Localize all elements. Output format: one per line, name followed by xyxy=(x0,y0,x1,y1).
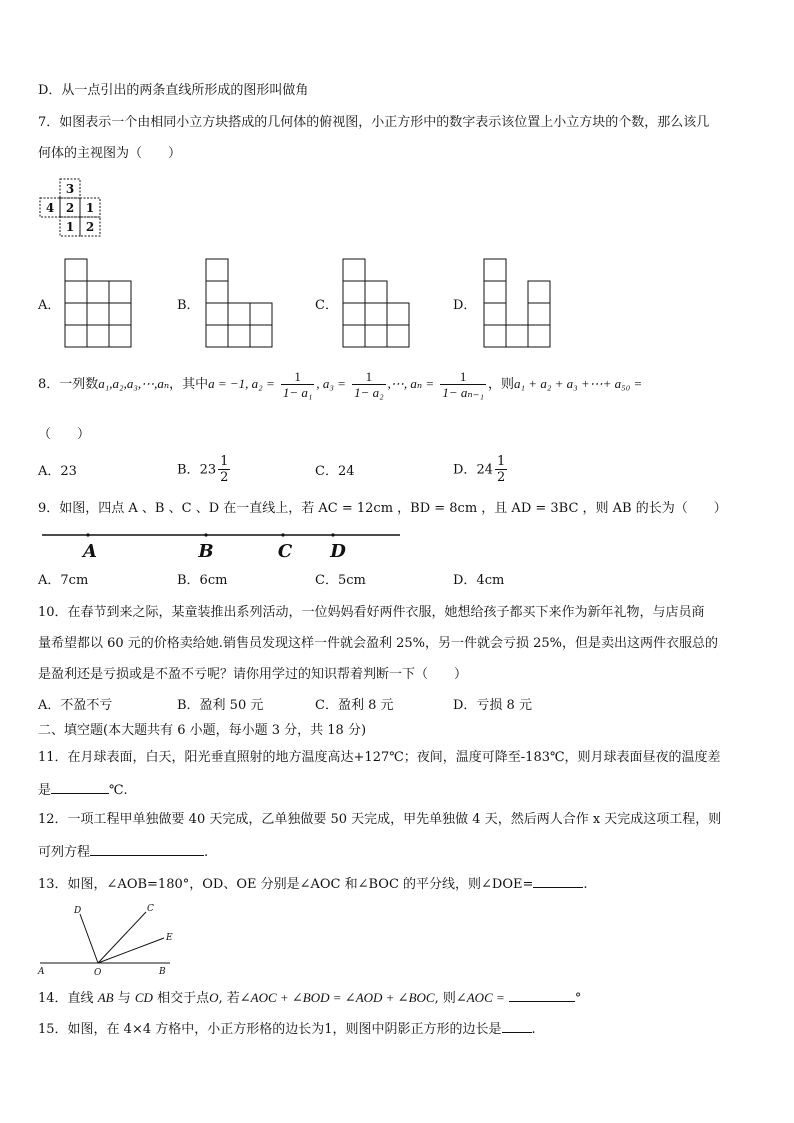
q8-option-d-label: D． xyxy=(453,462,477,478)
q7-stem-line1: 7．如图表示一个由相同小立方块搭成的几何体的俯视图，小正方形中的数字表示该位置上小立方块的个数，那么该几 xyxy=(38,115,710,130)
grid-num: 1 xyxy=(85,201,95,215)
q8-paren: （ ） xyxy=(38,427,91,442)
q12-pre: 可列方程 xyxy=(38,845,91,860)
angle-label-e: E xyxy=(166,933,173,943)
q14-stem xyxy=(38,988,581,1008)
q10-stem-line2: 量希望都以 60 元的价格卖给她.销售员发现这样一件就会盈利 25%，另一件就会亏损 25%，但是卖出这两件衣服总的 xyxy=(38,636,718,651)
angle-label-o: O xyxy=(94,968,102,978)
q8-option-b-frac xyxy=(218,454,230,486)
point-label: B xyxy=(198,541,214,562)
q12-answer-blank[interactable] xyxy=(90,842,204,856)
q8-frac-a2 xyxy=(281,369,315,401)
q14-equation: ∠AOC + ∠BOD = ∠AOD + ∠BOC xyxy=(239,990,435,1005)
q8-option-b-label: B． xyxy=(177,462,200,478)
point-label: A xyxy=(83,541,97,562)
q8-option-b xyxy=(177,454,232,487)
angle-label-c: C xyxy=(147,904,154,914)
q8-sequence: a₁,a₂,a₃,⋯,aₙ xyxy=(98,376,170,391)
q7-option-b-figure xyxy=(205,258,275,350)
point-label: D xyxy=(330,541,346,562)
q9-option-b: B．6cm xyxy=(177,573,228,588)
q12-post: . xyxy=(204,845,209,860)
q8-ask: ，则 xyxy=(488,377,515,392)
q13-angle-figure xyxy=(36,900,186,980)
q15-pre: 15．如图，在 4×4 方格中，小正方形格的边长为1，则图中阴影正方形的边长是 xyxy=(38,1022,502,1037)
frac-den: 2 xyxy=(496,470,506,485)
q8-a3-eq: , a₃ = xyxy=(316,376,346,391)
angle-label-d: D xyxy=(74,906,82,916)
q11-post: ℃. xyxy=(109,783,128,798)
frac-num: 1 xyxy=(294,368,301,384)
q14-ask: ∠AOC = xyxy=(455,990,505,1005)
q8-option-d-whole: 24 xyxy=(476,462,493,478)
q14-with: 与 xyxy=(117,991,131,1006)
q7-option-a-figure xyxy=(64,258,134,350)
frac-den: 1− a₂ xyxy=(354,384,384,400)
point-label: C xyxy=(277,541,293,562)
q8-sum: a₁ + a₂ + a₃ +⋯+ a₅₀ = xyxy=(514,376,643,391)
q13-answer-blank[interactable] xyxy=(533,874,583,888)
q8-option-d xyxy=(453,454,509,487)
angle-label-b: B xyxy=(159,967,166,977)
grid-num: 1 xyxy=(65,220,75,234)
q14-o: O xyxy=(209,990,219,1005)
q7-option-d-label: D． xyxy=(453,298,477,313)
q13-stem xyxy=(38,874,588,894)
q8-option-b-whole: 23 xyxy=(199,462,217,478)
frac-num: 1 xyxy=(220,454,229,469)
q7-option-b-label: B． xyxy=(177,298,200,313)
q14-if: , 若 xyxy=(218,991,240,1006)
q8-frac-an xyxy=(440,369,486,401)
q8-an-eq: ,⋯, aₙ = xyxy=(387,376,435,391)
q7-stem-line2: 何体的主视图为（ ） xyxy=(38,146,182,161)
q9-option-c: C．5cm xyxy=(315,573,366,588)
q8-a-eq: a = −1, a₂ = xyxy=(208,376,275,391)
q13-pre: 13．如图，∠AOB=180°，OD、OE 分别是∠AOC 和∠BOC 的平分线，则∠DOE= xyxy=(38,877,534,892)
q10-stem-line1: 10．在春节到来之际，某童装推出系列活动，一位妈妈看好两件衣服，她想给孩子都买下来作为新年礼物，与店员商 xyxy=(38,605,705,620)
q8-option-c: C．24 xyxy=(315,464,355,479)
q11-pre: 是 xyxy=(38,783,52,798)
q8-prefix: 8．一列数 xyxy=(38,377,99,392)
q9-stem: 9．如图，四点 A 、B 、C 、D 在一直线上，若 AC = 12cm ，BD = 8cm ，且 AD = 3BC ，则 AB 的长为（ ） xyxy=(38,501,727,516)
grid-num: 2 xyxy=(65,201,75,215)
grid-num: 4 xyxy=(45,201,55,215)
q14-cd: CD xyxy=(134,990,153,1005)
q11-answer-blank[interactable] xyxy=(51,780,109,794)
q10-option-d: D．亏损 8 元 xyxy=(453,698,532,713)
q11-stem-line2 xyxy=(38,780,128,800)
q15-answer-blank[interactable] xyxy=(502,1019,532,1033)
q8-stem xyxy=(38,368,642,401)
q10-stem-line3: 是盈利还是亏损或是不盈不亏呢？请你用学过的知识帮着判断一下（ ） xyxy=(38,667,468,682)
q7-option-a-label: A． xyxy=(38,298,61,313)
q9-line-figure xyxy=(38,530,408,564)
q7-option-c-figure xyxy=(342,258,412,350)
q13-post: . xyxy=(583,877,588,892)
q14-answer-blank[interactable] xyxy=(509,988,575,1002)
q10-option-a: A．不盈不亏 xyxy=(38,698,113,713)
q14-then: , 则 xyxy=(434,991,456,1006)
q14-ab: AB xyxy=(97,990,114,1005)
q14-meet: 相交于点 xyxy=(157,991,210,1006)
q7-option-d-figure xyxy=(483,258,553,350)
q14-pre: 14．直线 xyxy=(38,991,94,1006)
q12-stem-line1: 12．一项工程甲单独做要 40 天完成，乙单独做要 50 天完成，甲先单独做 4 天，然后两人合作 x 天完成这项工程，则 xyxy=(38,812,722,827)
q10-option-c: C．盈利 8 元 xyxy=(315,698,394,713)
frac-num: 1 xyxy=(459,368,467,384)
frac-num: 1 xyxy=(496,454,506,469)
q8-option-d-frac xyxy=(495,454,507,486)
q12-stem-line2 xyxy=(38,842,208,862)
section-heading: 二、填空题(本大题共有 6 小题，每小题 3 分，共 18 分) xyxy=(38,723,367,738)
frac-den: 1− aₙ₋₁ xyxy=(442,384,485,400)
frac-num: 1 xyxy=(365,368,373,384)
angle-label-a: A xyxy=(38,967,45,977)
q8-frac-a3 xyxy=(352,369,386,401)
frac-den: 1− a₁ xyxy=(282,384,313,400)
q15-post: . xyxy=(531,1022,536,1037)
q11-stem-line1: 11．在月球表面，白天，阳光垂直照射的地方温度高达+127℃；夜间，温度可降至-183℃，则月球表面昼夜的温度差 xyxy=(38,750,721,765)
grid-num: 3 xyxy=(65,182,75,196)
q15-stem xyxy=(38,1019,536,1039)
q6-option-d: D．从一点引出的两条直线所形成的图形叫做角 xyxy=(38,83,309,98)
grid-num: 2 xyxy=(85,220,95,234)
q7-option-c-label: C． xyxy=(315,298,338,313)
q8-option-a: A．23 xyxy=(38,464,77,479)
q8-mid: ，其中 xyxy=(169,377,209,392)
q9-option-d: D．4cm xyxy=(453,573,505,588)
q14-degree: ° xyxy=(574,991,582,1006)
frac-den: 2 xyxy=(220,470,229,485)
q9-option-a: A．7cm xyxy=(38,573,89,588)
q10-option-b: B．盈利 50 元 xyxy=(177,698,264,713)
q7-top-view-grid xyxy=(38,178,118,240)
